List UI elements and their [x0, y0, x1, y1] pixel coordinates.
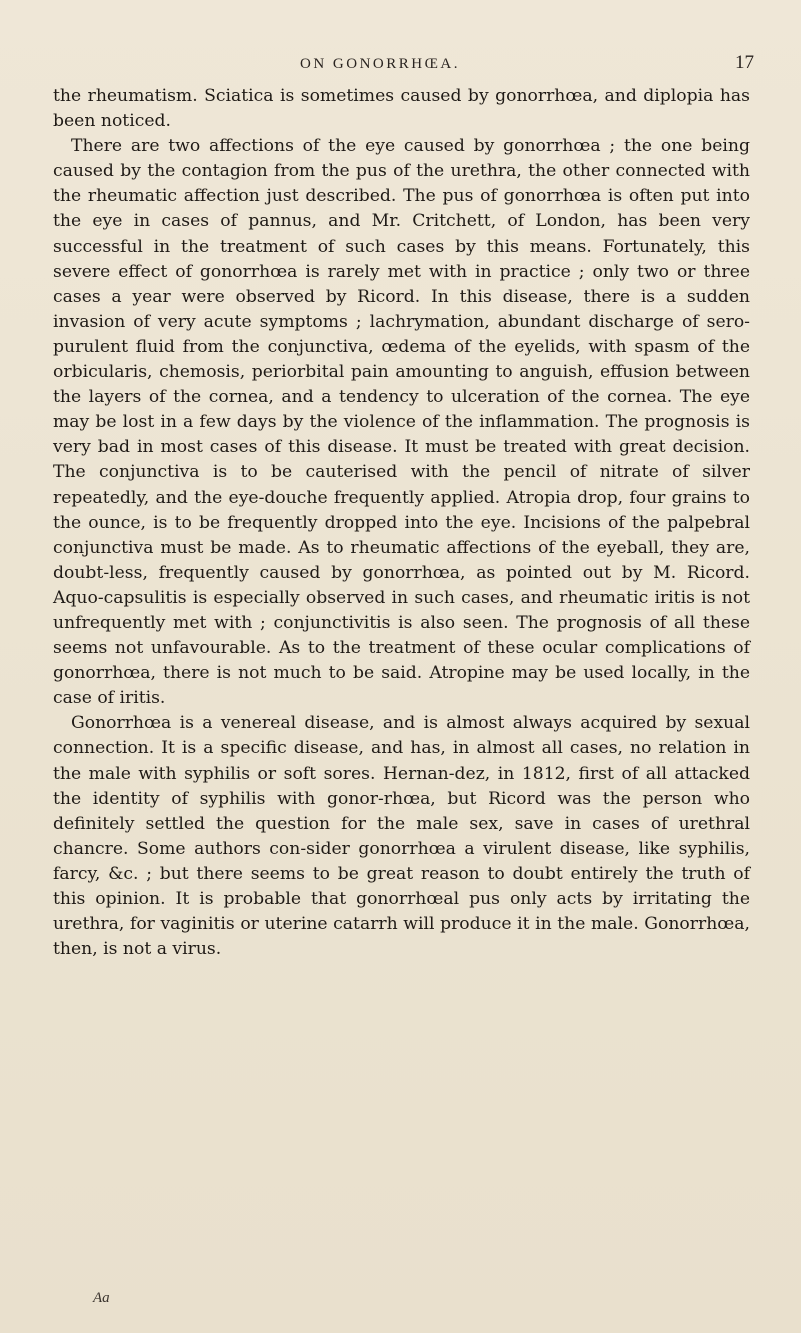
page-number: 17 — [735, 52, 754, 73]
paragraph-continued: the rheumatism. Sciatica is sometimes caused by gonorrhœa, and diplopia has been noticed. — [53, 86, 750, 132]
running-head — [0, 52, 801, 82]
running-title: ON GONORRHŒA. — [300, 56, 461, 72]
paragraph-venereal-disease: Gonorrhœa is a venereal disease, and is almost always acquired by sexual connection. It is a specific disease, and has, in almost all cases, no relation in the male with syphilis or soft sores. Hernan-dez, in 1812, first of all attacked the identity of syphilis with gonor-rhœa, but Ricord was the person who definitely settled the question for the male sex, save in cases of urethral chancre. Some authors con-sider gonorrhœa a virulent disease, like syphilis, farcy, &c. ; but there seems to be great reason to doubt entirely the truth of this opinion. It is probable that gonorrhœal pus only acts by irritating the urethra, for vaginitis or uterine catarrh will produce it in the male. Gonorrhœa, then, is not a virus. — [53, 713, 750, 960]
signature-mark: Aa — [93, 1290, 110, 1306]
paragraph-eye-affections: There are two affections of the eye caused by gonorrhœa ; the one being caused by the contagion from the pus of the urethra, the other connected with the rheumatic affection just described. The pus of gonorrhœa is often put into the eye in cases of pannus, and Mr. Critchett, of London, has been very successful in the treatment of such cases by this means. Fortunately, this severe effect of gonorrhœa is rarely met with in practice ; only two or three cases a year were observed by Ricord. In this disease, there is a sudden invasion of very acute symptoms ; lachrymation, abundant discharge of sero-purulent fluid from the conjunctiva, œdema of the eyelids, with spasm of the orbicularis, chemosis, periorbital pain amounting to anguish, effusion between the layers of the cornea, and a tendency to ulceration of the cornea. The eye may be lost in a few days by the violence of the inflammation. The prognosis is very bad in most cases of this disease. It must be treated with great decision. The conjunctiva is to be cauterised with the pencil of nitrate of silver repeatedly, and the eye-douche frequently applied. Atropia drop, four grains to the ounce, is to be frequently dropped into the eye. Incisions of the palpebral conjunctiva must be made. As to rheumatic affections of the eyeball, they are, doubt-less, frequently caused by gonorrhœa, as pointed out by M. Ricord. Aquo-capsulitis is especially observed in such cases, and rheumatic iritis is not unfrequently met with ; conjunctivitis is also seen. The prognosis of all these seems not unfavourable. As to the treatment of these ocular complications of gonorrhœa, there is not much to be said. Atropine may be used locally, in the case of iritis. — [53, 136, 750, 709]
body-text — [53, 84, 750, 962]
